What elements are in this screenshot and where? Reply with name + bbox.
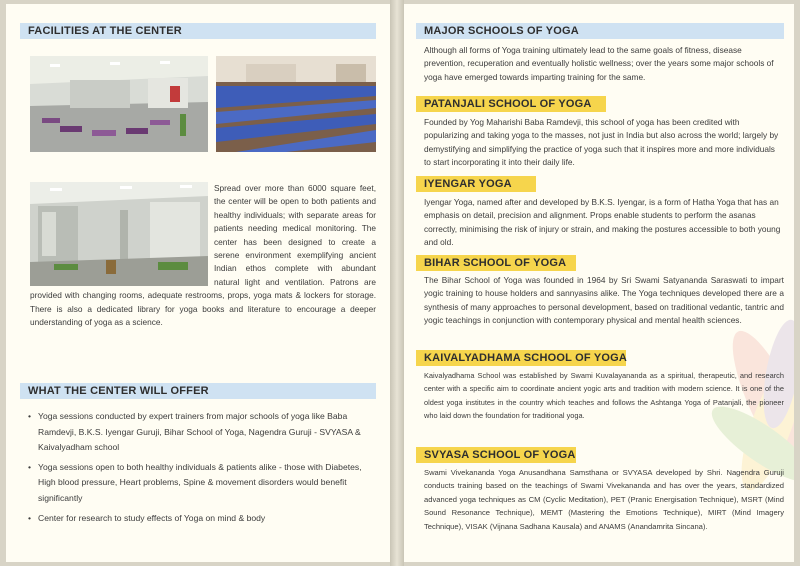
bihar-body: The Bihar School of Yoga was founded in 1964 by Sri Swami Satyananda Saraswati to impart yogic training to house holders and sannyasins alike. The Yoga techniques developed there are a synthesis of many approaches to personal development, based on traditional vedantic, tantric and yogic teachings in conjunction with contemporary physical and mental health sciences. xyxy=(424,275,784,326)
offer-item: • Yoga sessions conducted by expert trainers from major schools of yoga like Baba Ramdevji, B.K.S. Iyengar Guruji, Bihar School of Yoga, Nagendra Guruji - SVYASA & Kaivalyadham school xyxy=(28,409,374,456)
facility-photo-hall xyxy=(30,56,208,152)
facility-photo-mats xyxy=(216,56,376,152)
kaivalyadhama-heading: KAIVALYADHAMA SCHOOL OF YOGA xyxy=(416,350,626,366)
iyengar-body: Iyengar Yoga, named after and developed by B.K.S. Iyengar, is a form of Hatha Yoga that has an emphasis on detail, precision and alignment. Props enable students to perform the asanas correctly, minimising the risk of injury or strain, and making the postures accessible to both young and old. xyxy=(424,197,781,248)
facilities-body xyxy=(30,182,376,332)
bihar-heading: BIHAR SCHOOL OF YOGA xyxy=(416,255,576,271)
major-schools-body: Although all forms of Yoga training ultimately lead to the same goals of fitness, disease prevention, recuperation and eventually holistic wellness; over the years some major schools of yoga have emerged towards imparting training for the same. xyxy=(424,45,774,82)
offer-list xyxy=(28,409,374,530)
kaivalyadhama-body: Kaivalyadhama School was established by Swami Kuvalayananda as a spiritual, therapeutic, and research center with a specific aim to coordinate ancient yogic arts and tradition with modern science. It is one of the oldest yoga institutes in the country which teaches and follows the Ashtanga Yoga of Patanjali, the pioneer who laid down the foundation for traditional yoga. xyxy=(424,371,784,421)
svyasa-body: Swami Vivekananda Yoga Anusandhana Samsthana or SVYASA developed by Shri. Nagendra Guruji conducts training based on the teachings of Swami Vivekananda and has over the years, standardized advanced yoga techniques as CM (Cyclic Meditation), PET (Pranic Energisation Technique), MSRT (Mind Sound Resonance Technique), MEMT (Mastering the Emotions Technique), MIRT (Mind Imagery Technique), VISAK (Vijnana Sadhana Kausala) and ANAMS (Anandamrita Sincana). xyxy=(424,468,784,531)
offer-heading: WHAT THE CENTER WILL OFFER xyxy=(20,383,376,399)
book-spine xyxy=(390,0,404,566)
major-schools-heading: MAJOR SCHOOLS OF YOGA xyxy=(416,23,784,39)
patanjali-body: Founded by Yog Maharishi Baba Ramdevji, this school of yoga has been credited with popularizing and taking yoga to the masses, not just in India but also across the world; largely by demystifying and simplifying the practice of yoga such that it inspires more and more individuals to start incorporating it into their daily life. xyxy=(424,117,779,168)
iyengar-heading: IYENGAR YOGA xyxy=(416,176,536,192)
patanjali-heading: PATANJALI SCHOOL OF YOGA xyxy=(416,96,606,112)
svyasa-heading: SVYASA SCHOOL OF YOGA xyxy=(416,447,576,463)
facilities-body-text: Spread over more than 6000 square feet, the center will be open to both patients and healthy individuals; with separate areas for patients needing medical monitoring. The center has been designed to create a serene environment exemplifying ancient Indian ethos complete with abundant natural light and ventilation. Patrons are provided with changing rooms, adequate restrooms, props, yoga mats & lockers for storage. There is also a dedicated library for yoga books and literature to encourage a deeper understanding of yoga as a science. xyxy=(30,183,376,328)
offer-item: • Yoga sessions open to both healthy individuals & patients alike - those with Diabetes, High blood pressure, Heart problems, Spine & movement disorders would benefit significantly xyxy=(28,460,374,507)
facilities-heading: FACILITIES AT THE CENTER xyxy=(20,23,376,39)
right-page xyxy=(404,4,794,562)
left-page xyxy=(6,4,390,562)
offer-item: • Center for research to study effects of Yoga on mind & body xyxy=(28,511,374,527)
